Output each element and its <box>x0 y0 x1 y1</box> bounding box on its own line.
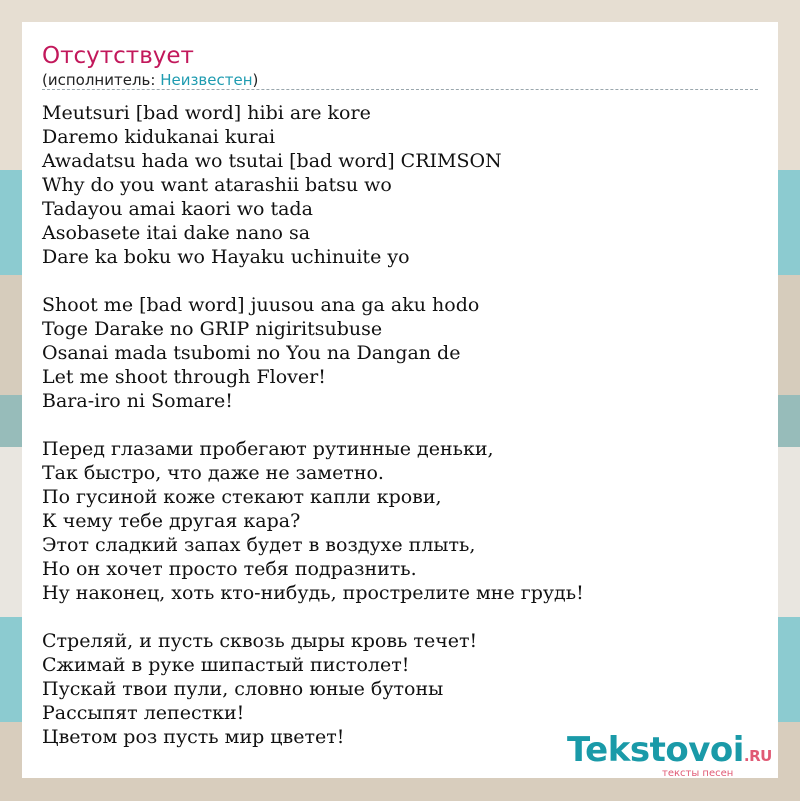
lyric-line: Dare ka boku wo Hayaku uchinuite yo <box>42 246 410 268</box>
lyric-line: К чему тебе другая кара? <box>42 510 301 532</box>
lyric-line: Рассыпят лепестки! <box>42 702 245 724</box>
lyric-line: Стреляй, и пусть сквозь дыры кровь течет! <box>42 630 478 652</box>
lyric-line: Let me shoot through Flover! <box>42 366 326 388</box>
lyrics-body <box>42 101 758 749</box>
lyrics-card <box>22 22 778 778</box>
song-title: Отсутствует <box>42 43 194 69</box>
lyric-line: Сжимай в руке шипастый пистолет! <box>42 654 410 676</box>
lyric-line: Why do you want atarashii batsu wo <box>42 174 392 196</box>
lyric-line: Bara-iro ni Somare! <box>42 390 233 412</box>
logo-tagline: тексты песен <box>662 768 734 779</box>
lyric-line: Но он хочет просто тебя подразнить. <box>42 558 417 580</box>
lyric-line: Tadayou amai kaori wo tada <box>42 198 313 220</box>
lyric-line: Shoot me [bad word] juusou ana ga aku hodo <box>42 294 480 316</box>
lyric-line: Asobasete itai dake nano sa <box>42 222 311 244</box>
lyric-line: Пускай твои пули, словно юные бутоны <box>42 678 444 700</box>
artist-link[interactable]: Неизвестен <box>160 71 253 89</box>
stanza-gap <box>42 413 758 437</box>
lyric-line: Toge Darake no GRIP nigiritsubuse <box>42 318 383 340</box>
lyric-line: Osanai mada tsubomi no You na Dangan de <box>42 342 461 364</box>
lyric-line: Daremo kidukanai kurai <box>42 126 276 148</box>
logo-domain: .RU <box>743 747 772 765</box>
lyric-line: Перед глазами пробегают рутинные деньки, <box>42 438 494 460</box>
lyric-line: Ну наконец, хоть кто-нибудь, прострелите мне грудь! <box>42 582 584 604</box>
artist-suffix: ) <box>252 71 259 89</box>
lyric-line: Этот сладкий запах будет в воздухе плыть, <box>42 534 476 556</box>
stanza-gap <box>42 269 758 293</box>
lyric-line: Так быстро, что даже не заметно. <box>42 462 384 484</box>
lyric-line: Awadatsu hada wo tsutai [bad word] CRIMSON <box>42 150 502 172</box>
divider <box>42 89 758 90</box>
lyric-line: По гусиной коже стекают капли крови, <box>42 486 442 508</box>
lyric-line: Meutsuri [bad word] hibi are kore <box>42 102 371 124</box>
stanza-gap <box>42 605 758 629</box>
artist-line <box>42 70 258 90</box>
lyric-line: Цветом роз пусть мир цветет! <box>42 726 345 748</box>
artist-prefix: (исполнитель: <box>42 71 161 89</box>
logo-name: Tekstovoi <box>567 730 744 770</box>
